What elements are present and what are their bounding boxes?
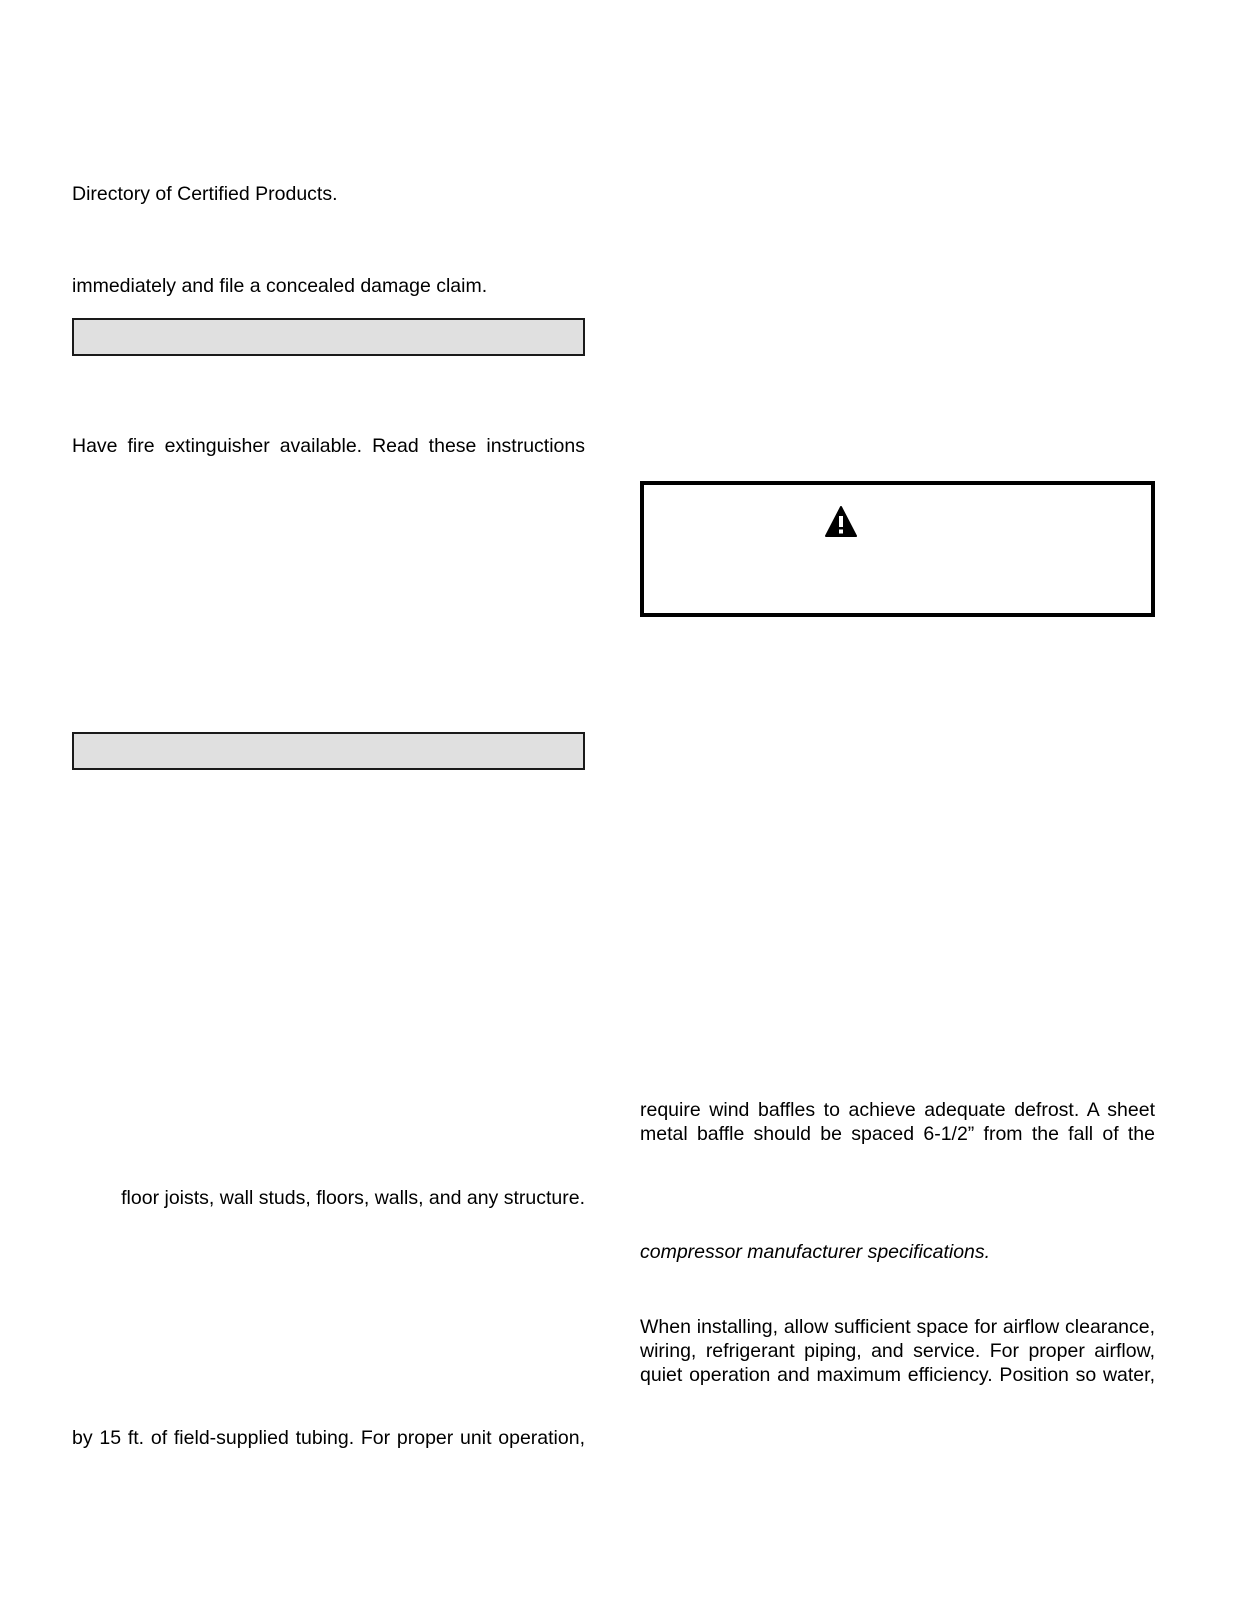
warning-triangle-icon <box>824 505 858 539</box>
text-line-fire-extinguisher: Have fire extinguisher available. Read these instructions <box>72 435 585 457</box>
section-heading-box-2 <box>72 732 585 770</box>
text-line-metal-baffle: metal baffle should be spaced 6-1/2” from the fall of the <box>640 1123 1155 1145</box>
text-line-compressor-specs: compressor manufacturer specifications. <box>640 1241 991 1263</box>
warning-box <box>640 481 1155 617</box>
text-line-wiring-piping: wiring, refrigerant piping, and service. For proper airflow, <box>640 1340 1155 1362</box>
text-line-damage-claim: immediately and file a concealed damage claim. <box>72 275 488 297</box>
text-line-quiet-operation: quiet operation and maximum efficiency. Position so water, <box>640 1364 1155 1386</box>
text-line-floor-joists: floor joists, wall studs, floors, walls, and any structure. <box>121 1187 585 1209</box>
text-line-installing-clearance: When installing, allow sufficient space for airflow clearance, <box>640 1316 1155 1338</box>
text-line-directory: Directory of Certified Products. <box>72 183 338 205</box>
section-heading-box-1 <box>72 318 585 356</box>
text-line-field-tubing: by 15 ft. of field-supplied tubing. For proper unit operation, <box>72 1427 585 1449</box>
text-line-wind-baffles: require wind baffles to achieve adequate defrost. A sheet <box>640 1099 1155 1121</box>
